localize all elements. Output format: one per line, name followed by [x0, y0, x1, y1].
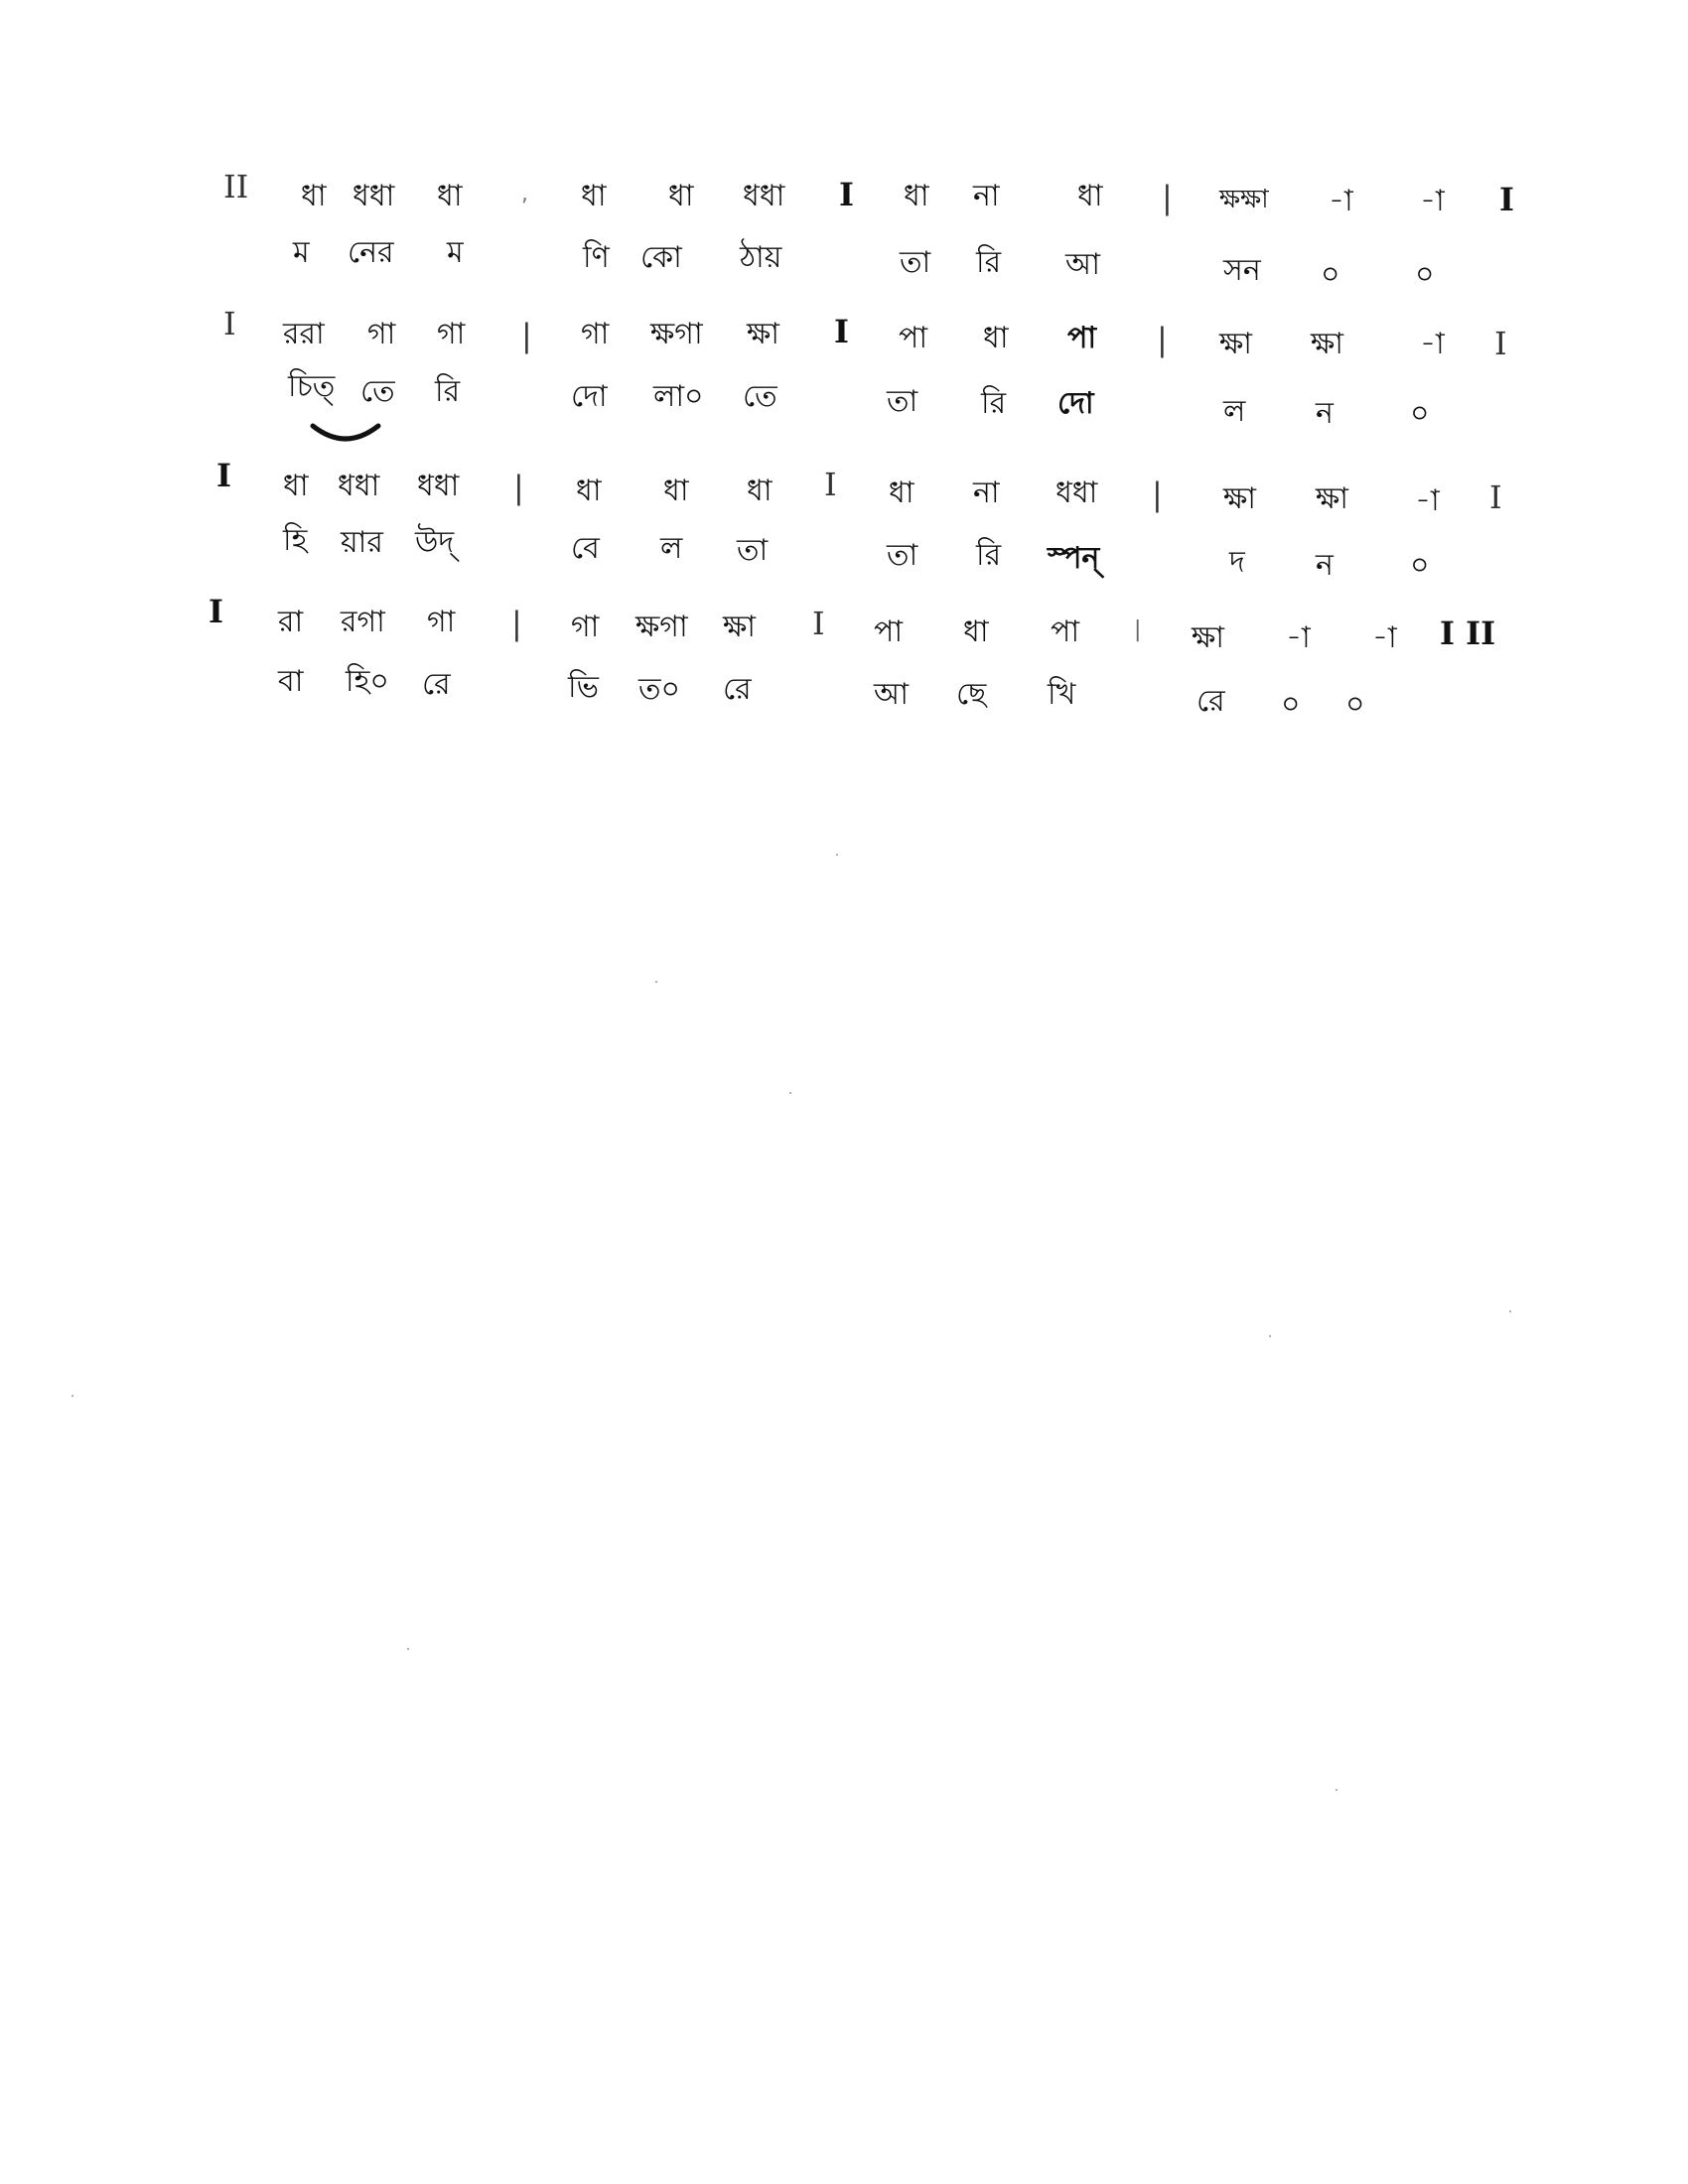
swar-note: ক্ষা: [1311, 327, 1344, 361]
swar-note: ধা: [663, 474, 689, 508]
swar-note: ধা: [1077, 179, 1103, 213]
lyric-syllable: ন: [1316, 548, 1334, 583]
barline-open: I: [216, 457, 231, 494]
lyric-syllable: রি: [981, 386, 1007, 421]
barline-vibhag: I: [834, 313, 849, 350]
lyric-syllable: তা: [900, 245, 931, 280]
lyric-syllable: সন: [1223, 253, 1261, 288]
scan-speck: [71, 1395, 73, 1397]
swar-note: ক্ষা: [723, 610, 757, 644]
lyric-syllable: কো: [640, 240, 682, 275]
swar-note: ধধা: [352, 179, 395, 213]
lyric-syllable: ভি: [568, 670, 599, 705]
lyric-syllable: রি: [435, 374, 461, 409]
lyric-syllable: স্পন্: [1048, 541, 1100, 576]
lyric-syllable: ন: [1316, 396, 1334, 431]
scan-speck: [836, 854, 838, 856]
swar-note: ক্ষক্ষা: [1219, 185, 1269, 214]
swar-note: ক্ষগা: [635, 610, 688, 644]
swar-note: -া: [1415, 483, 1440, 518]
lyric-syllable: আ: [874, 677, 909, 712]
barline-vibhag: I: [839, 176, 854, 213]
swar-note: ধা: [283, 469, 309, 503]
lyric-syllable: হি: [283, 523, 308, 558]
lyric-syllable: দো: [1057, 386, 1094, 421]
lyric-syllable: ল: [660, 531, 683, 566]
swar-note: ধা: [889, 476, 914, 510]
barline-beat: |: [1152, 476, 1163, 513]
lyric-syllable: বে: [571, 531, 600, 566]
lyric-syllable: ০: [1415, 257, 1435, 292]
swar-note: ধা: [963, 614, 989, 649]
swar-note: ক্ষা: [747, 317, 780, 351]
swar-note: গা: [367, 317, 396, 351]
barline-open: II: [223, 168, 249, 205]
swar-note: ধা: [668, 179, 694, 213]
swar-separator: |: [521, 317, 532, 354]
lyric-syllable: ০: [1410, 396, 1430, 431]
barline-close: I II: [1440, 614, 1496, 652]
swar-separator: |: [511, 605, 522, 642]
swar-note: -া: [1286, 620, 1311, 655]
lyric-syllable: ০: [1410, 548, 1430, 583]
swar-note: ধধা: [417, 469, 460, 503]
lyric-syllable: তা: [887, 538, 918, 573]
swar-note: গা: [571, 610, 600, 644]
lyric-syllable: বা: [278, 664, 304, 699]
lyric-syllable: ০: [1321, 257, 1340, 292]
swar-note: গা: [427, 605, 456, 639]
swar-note: রগা: [341, 605, 385, 639]
swar-note: ক্ষা: [1316, 481, 1349, 516]
swar-note: ধা: [437, 179, 463, 213]
lyric-syllable: ০: [1281, 687, 1301, 722]
barline-beat: |: [1157, 321, 1168, 358]
scan-speck: [655, 981, 657, 983]
swar-note: ধা: [747, 474, 773, 508]
swar-note: গা: [437, 317, 466, 351]
barline-open: I: [209, 593, 223, 630]
barline-beat: |: [1162, 179, 1173, 216]
lyric-syllable: রে: [422, 667, 451, 702]
lyric-syllable: খি: [1048, 677, 1076, 712]
lyric-syllable: রি: [976, 538, 1002, 573]
barline-close: I: [1499, 181, 1514, 218]
swar-note: গা: [581, 317, 610, 351]
slur-mark: [310, 422, 381, 448]
swar-note: ধা: [576, 474, 602, 508]
swar-note: পা: [874, 614, 904, 649]
lyric-syllable: উদ্: [415, 525, 455, 560]
swar-separator: |: [513, 469, 524, 506]
swar-note: ধা: [581, 179, 607, 213]
lyric-syllable: ছে: [956, 677, 987, 712]
scan-speck: [1336, 1789, 1337, 1791]
lyric-syllable: তে: [360, 374, 395, 409]
lyric-syllable: ত০: [638, 672, 681, 707]
swar-note: ধা: [301, 179, 327, 213]
barline-open: I: [223, 305, 236, 342]
barline-vibhag: I: [824, 466, 837, 503]
lyric-syllable: আ: [1065, 247, 1100, 282]
swar-note: পা: [899, 321, 928, 355]
lyric-syllable: ল: [1223, 394, 1246, 429]
lyric-syllable: য়ার: [341, 525, 383, 560]
swar-note: ক্ষা: [1219, 327, 1253, 361]
barline-close: I: [1489, 478, 1502, 516]
lyric-syllable: তা: [737, 533, 769, 568]
swar-note: ক্ষগা: [650, 317, 703, 351]
lyric-syllable: ম: [447, 235, 464, 270]
lyric-syllable: ০: [1345, 687, 1365, 722]
lyric-syllable: তে: [743, 379, 777, 414]
lyric-syllable: লা০: [653, 379, 704, 414]
lyric-syllable: দো: [571, 379, 608, 414]
swar-note: পা: [1067, 321, 1097, 355]
scan-speck: [407, 1648, 409, 1650]
scan-speck: [789, 1092, 791, 1094]
swar-separator: ,: [521, 182, 528, 206]
swar-note: না: [973, 476, 1000, 510]
swar-note: ধধা: [338, 469, 380, 503]
lyric-syllable: নের: [348, 235, 394, 270]
swar-note: ররা: [283, 317, 325, 351]
swar-note: ধধা: [743, 179, 785, 213]
lyric-syllable: দ: [1229, 545, 1245, 580]
swar-note: ধা: [904, 179, 929, 213]
barline-close: I: [1494, 325, 1507, 362]
swar-note: না: [973, 179, 1000, 213]
lyric-syllable: হি০: [346, 664, 389, 699]
swar-note: -া: [1372, 620, 1397, 655]
swar-note: ধধা: [1055, 476, 1098, 510]
lyric-syllable: ম: [293, 235, 310, 270]
swar-note: -া: [1420, 184, 1445, 218]
scan-speck: [1509, 1310, 1511, 1312]
swar-note: ক্ষা: [1192, 620, 1225, 655]
barline-vibhag: I: [812, 605, 825, 642]
swar-note: ক্ষা: [1223, 481, 1257, 516]
swar-note: ধা: [983, 321, 1009, 355]
barline-beat: |: [1134, 617, 1142, 642]
scan-speck: [1269, 1335, 1271, 1337]
swar-note: -া: [1329, 184, 1353, 218]
swar-note: পা: [1051, 614, 1080, 649]
swar-note: -া: [1420, 327, 1445, 361]
lyric-syllable: রি: [976, 245, 1002, 280]
lyric-syllable: চিত্: [288, 369, 336, 404]
lyric-syllable: তা: [887, 384, 918, 419]
lyric-syllable: ণি: [583, 240, 610, 275]
swar-note: রা: [278, 605, 304, 639]
lyric-syllable: রে: [1196, 684, 1225, 719]
lyric-syllable: ঠায়: [740, 240, 782, 275]
lyric-syllable: রে: [723, 672, 752, 707]
